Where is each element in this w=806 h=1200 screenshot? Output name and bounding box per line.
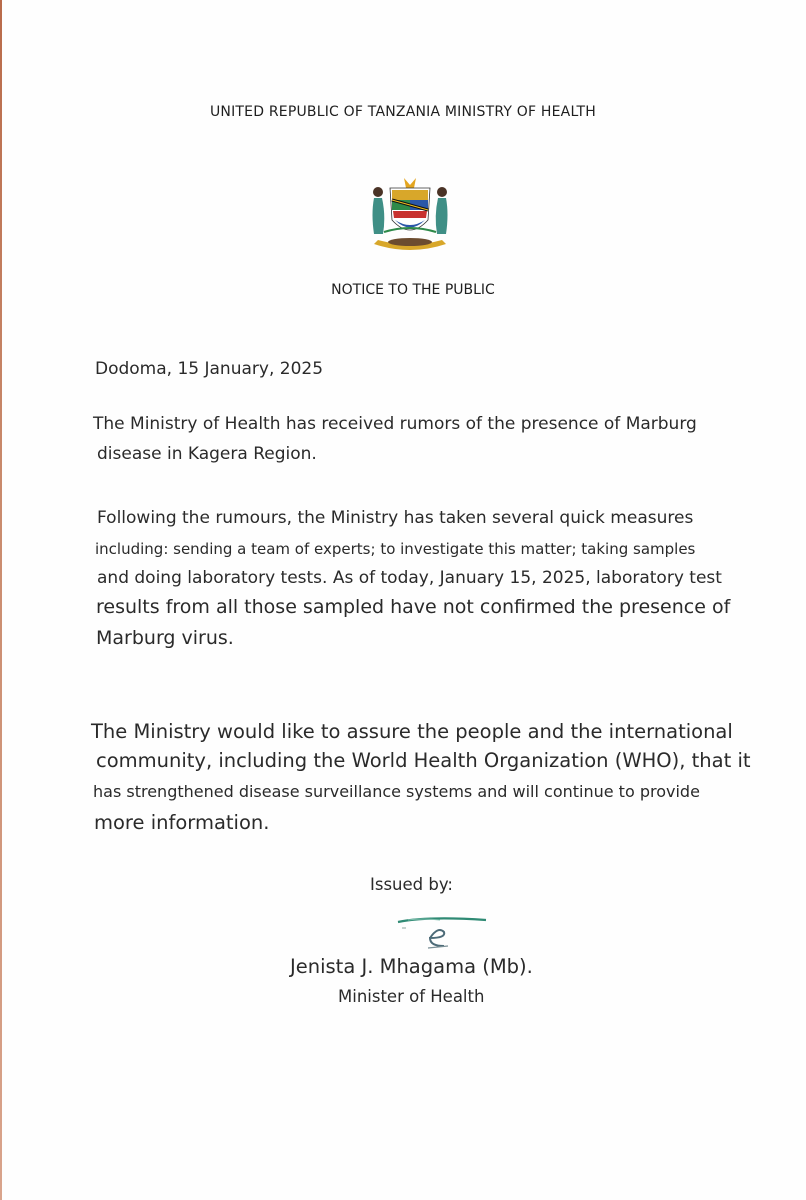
paragraph-line: more information. [94, 811, 270, 834]
handwritten-signature-icon [388, 908, 492, 954]
paragraph-line: community, including the World Health Organization (WHO), that it [96, 749, 751, 772]
signatory-title: Minister of Health [338, 987, 485, 1006]
issued-by-label: Issued by: [370, 875, 453, 894]
paragraph-line: Following the rumours, the Ministry has taken several quick measures [97, 508, 694, 528]
paragraph-line: disease in Kagera Region. [97, 444, 317, 464]
notice-title: NOTICE TO THE PUBLIC [331, 282, 495, 298]
paragraph-line: and doing laboratory tests. As of today, January 15, 2025, laboratory test [97, 568, 722, 588]
signatory-name: Jenista J. Mhagama (Mb). [290, 955, 533, 978]
paragraph-line: Marburg virus. [96, 627, 234, 649]
document-header: UNITED REPUBLIC OF TANZANIA MINISTRY OF HEALTH [209, 104, 597, 120]
page-edge [0, 0, 2, 1200]
paragraph-line: The Ministry of Health has received rumors of the presence of Marburg [93, 414, 697, 434]
paragraph-line: including: sending a team of experts; to investigate this matter; taking samples [95, 540, 696, 558]
paragraph-line: results from all those sampled have not confirmed the presence of [96, 596, 731, 618]
paragraph-line: The Ministry would like to assure the people and the international [91, 720, 733, 743]
paragraph-line: has strengthened disease surveillance systems and will continue to provide [93, 782, 700, 801]
dateline: Dodoma, 15 January, 2025 [95, 359, 324, 379]
coat-of-arms-icon [364, 174, 456, 254]
